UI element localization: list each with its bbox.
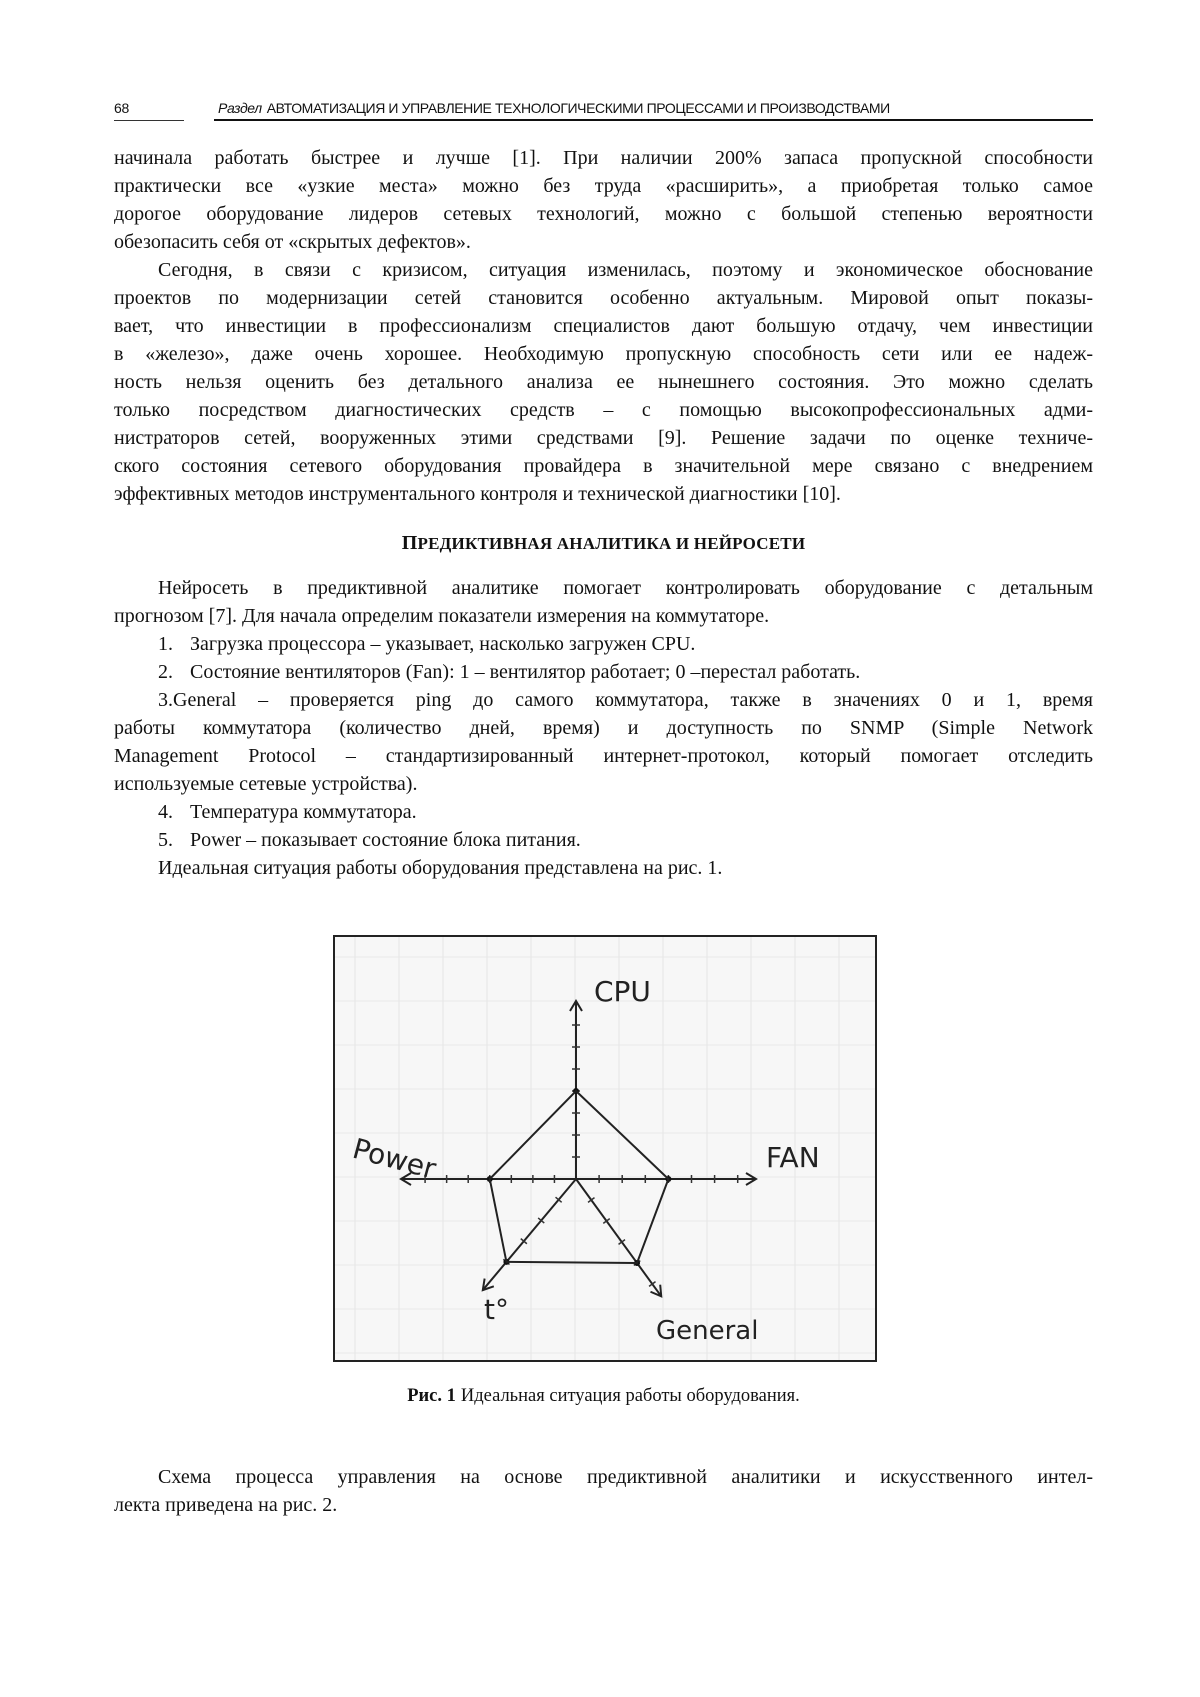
- figure-caption: [114, 1386, 1093, 1407]
- list-item: [114, 686, 1093, 714]
- text-line: Схема процесса управления на основе предиктивной аналитики и искусственного интел-: [114, 1463, 1093, 1491]
- list-text: Температура коммутатора.: [190, 801, 417, 823]
- list-text: Power – показывает состояние блока питания.: [190, 829, 581, 851]
- text-line: Нейросеть в предиктивной аналитике помогает контролировать оборудование с детальным: [114, 574, 1093, 602]
- list-item: [114, 826, 1093, 854]
- header-rule: [214, 119, 1093, 121]
- list-number: 4.: [158, 798, 190, 826]
- list-number: 1.: [158, 630, 190, 658]
- text-line: Сегодня, в связи с кризисом, ситуация изменилась, поэтому и экономическое обоснование: [114, 256, 1093, 284]
- list-text: Состояние вентиляторов (Fan): 1 – вентилятор работает; 0 –перестал работать.: [190, 661, 860, 683]
- list-number: 3.: [158, 689, 173, 711]
- page-number: 68: [114, 100, 129, 116]
- text-line: практически все «узкие места» можно без труда «расширить», а приобретая только самое: [114, 172, 1093, 200]
- text-line: лекта приведена на рис. 2.: [114, 1491, 1093, 1519]
- radar-chart: [335, 937, 875, 1360]
- body-text-top: [114, 144, 1093, 508]
- list-item: [114, 658, 1093, 686]
- axis-label-fan: FAN: [766, 1141, 820, 1174]
- heading-rest: РЕДИКТИВНАЯ АНАЛИТИКА И НЕЙРОСЕТИ: [418, 534, 806, 553]
- axis-label-temperature: t°: [484, 1293, 509, 1326]
- axis-label-general: General: [656, 1316, 758, 1346]
- section-name: АВТОМАТИЗАЦИЯ И УПРАВЛЕНИЕ ТЕХНОЛОГИЧЕСКИМИ ПРОЦЕССАМИ И ПРОИЗВОДСТВАМИ: [267, 100, 890, 116]
- page-number-rule: [114, 120, 184, 121]
- text-line: эффективных методов инструментального контроля и технической диагностики [10].: [114, 480, 1093, 508]
- text-line: проектов по модернизации сетей становится особенно актуальным. Мировой опыт показы-: [114, 284, 1093, 312]
- list-number: 5.: [158, 826, 190, 854]
- section-title: [218, 100, 890, 116]
- caption-text: Идеальная ситуация работы оборудования.: [461, 1386, 800, 1406]
- list-item: [114, 798, 1093, 826]
- list-text: Загрузка процессора – указывает, насколько загружен CPU.: [190, 633, 695, 655]
- axis-label-power: Power: [349, 1132, 440, 1186]
- text-line: ского состояния сетевого оборудования провайдера в значительной мере связано с внедрением: [114, 452, 1093, 480]
- text-line: ность нельзя оценить без детального анализа ее нынешнего состояния. Это можно сделать: [114, 368, 1093, 396]
- list-item-continuation: используемые сетевые устройства).: [114, 770, 1093, 798]
- body-text-closing: [114, 1463, 1093, 1519]
- heading-initial: П: [402, 532, 418, 554]
- text-line: нистраторов сетей, вооруженных этими средствами [9]. Решение задачи по оценке техниче-: [114, 424, 1093, 452]
- text-line: дорогое оборудование лидеров сетевых технологий, можно с большой степенью вероятности: [114, 200, 1093, 228]
- text-line: вает, что инвестиции в профессионализм специалистов дают большую отдачу, чем инвестиции: [114, 312, 1093, 340]
- text-line: прогнозом [7]. Для начала определим показатели измерения на коммутаторе.: [114, 602, 1093, 630]
- list-text: General – проверяется ping до самого коммутатора, также в значениях 0 и 1, время: [173, 689, 1093, 711]
- text-line: начинала работать быстрее и лучше [1]. При наличии 200% запаса пропускной способности: [114, 144, 1093, 172]
- text-line: в «железо», даже очень хорошее. Необходимую пропускную способность сети или ее надеж-: [114, 340, 1093, 368]
- axis-line: [483, 1179, 576, 1290]
- list-item-continuation: работы коммутатора (количество дней, время) и доступность по SNMP (Simple Network: [114, 714, 1093, 742]
- running-header: [114, 98, 1093, 122]
- text-line: обезопасить себя от «скрытых дефектов».: [114, 228, 1093, 256]
- caption-label: Рис. 1: [407, 1386, 456, 1406]
- body-text-list: [114, 574, 1093, 882]
- list-number: 2.: [158, 658, 190, 686]
- list-item-continuation: Management Protocol – стандартизированный интернет-протокол, который помогает отследить: [114, 742, 1093, 770]
- figure-reference: Идеальная ситуация работы оборудования представлена на рис. 1.: [114, 854, 1093, 882]
- text-line: только посредством диагностических средств – с помощью высокопрофессиональных адми-: [114, 396, 1093, 424]
- axis-label-cpu: CPU: [594, 975, 651, 1008]
- section-heading: [114, 532, 1093, 555]
- figure-radar-chart: [333, 935, 877, 1362]
- list-item: [114, 630, 1093, 658]
- section-word: Раздел: [218, 100, 262, 116]
